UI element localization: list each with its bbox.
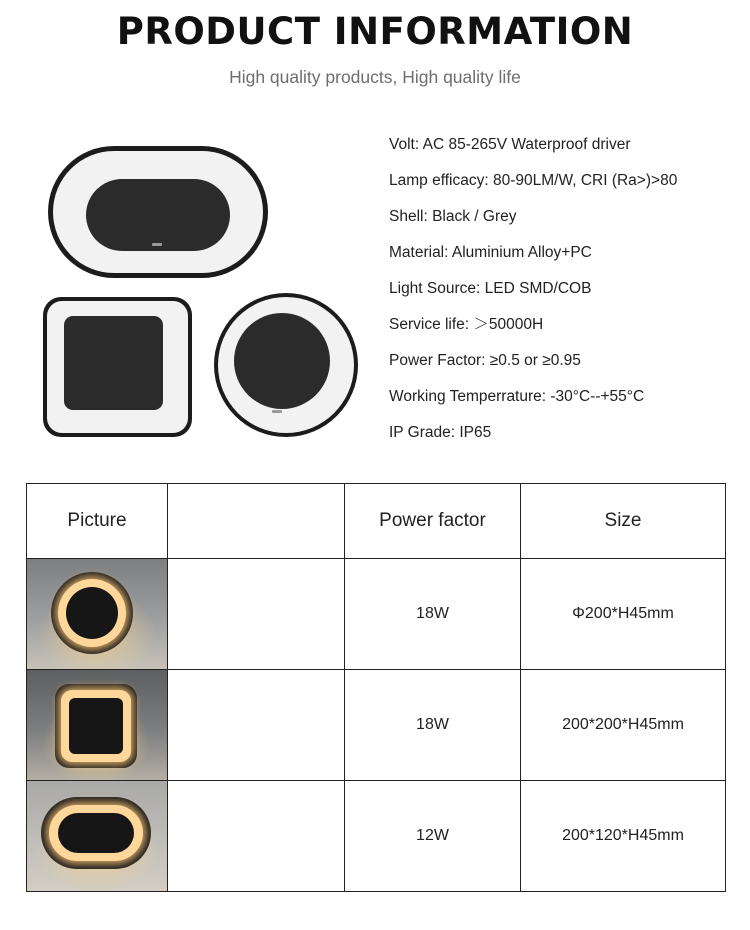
row-blank xyxy=(168,559,345,670)
spec-power-factor: Power Factor: ≥0.5 or ≥0.95 xyxy=(389,352,581,369)
spec-light-source: Light Source: LED SMD/COB xyxy=(389,280,592,297)
spec-volt: Volt: AC 85-265V Waterproof driver xyxy=(389,136,631,153)
table-row xyxy=(27,559,726,670)
row-size: Φ200*H45mm xyxy=(521,559,726,670)
row-size: 200*120*H45mm xyxy=(521,781,726,892)
oval-lamp-image xyxy=(48,146,268,278)
spec-working-temperature: Working Temperrature: -30°C--+55°C xyxy=(389,388,645,405)
header-power-factor: Power factor xyxy=(345,484,521,559)
table-row xyxy=(27,781,726,892)
spec-ip-grade: IP Grade: IP65 xyxy=(389,424,492,441)
spec-list xyxy=(389,135,677,459)
square-lamp-photo xyxy=(27,670,168,781)
header-size: Size xyxy=(521,484,726,559)
row-power: 18W xyxy=(345,670,521,781)
table-row xyxy=(27,670,726,781)
spec-efficacy: Lamp efficacy: 80-90LM/W, CRI (Ra>)>80 xyxy=(389,172,678,189)
header-blank xyxy=(168,484,345,559)
round-lamp-photo xyxy=(27,559,168,670)
table-header-row xyxy=(27,484,726,559)
round-lamp-image xyxy=(214,293,358,437)
product-table xyxy=(26,483,726,892)
row-size: 200*200*H45mm xyxy=(521,670,726,781)
spec-shell: Shell: Black / Grey xyxy=(389,208,517,225)
square-lamp-image xyxy=(43,297,192,437)
row-power: 18W xyxy=(345,559,521,670)
header-picture: Picture xyxy=(27,484,168,559)
spec-service-life: Service life: ＞50000H xyxy=(389,316,544,333)
spec-material: Material: Aluminium Alloy+PC xyxy=(389,244,592,261)
page-subtitle: High quality products, High quality life xyxy=(229,67,521,87)
row-blank xyxy=(168,670,345,781)
oval-lamp-photo xyxy=(27,781,168,892)
row-blank xyxy=(168,781,345,892)
row-power: 12W xyxy=(345,781,521,892)
page-title: PRODUCT INFORMATION xyxy=(116,10,634,53)
